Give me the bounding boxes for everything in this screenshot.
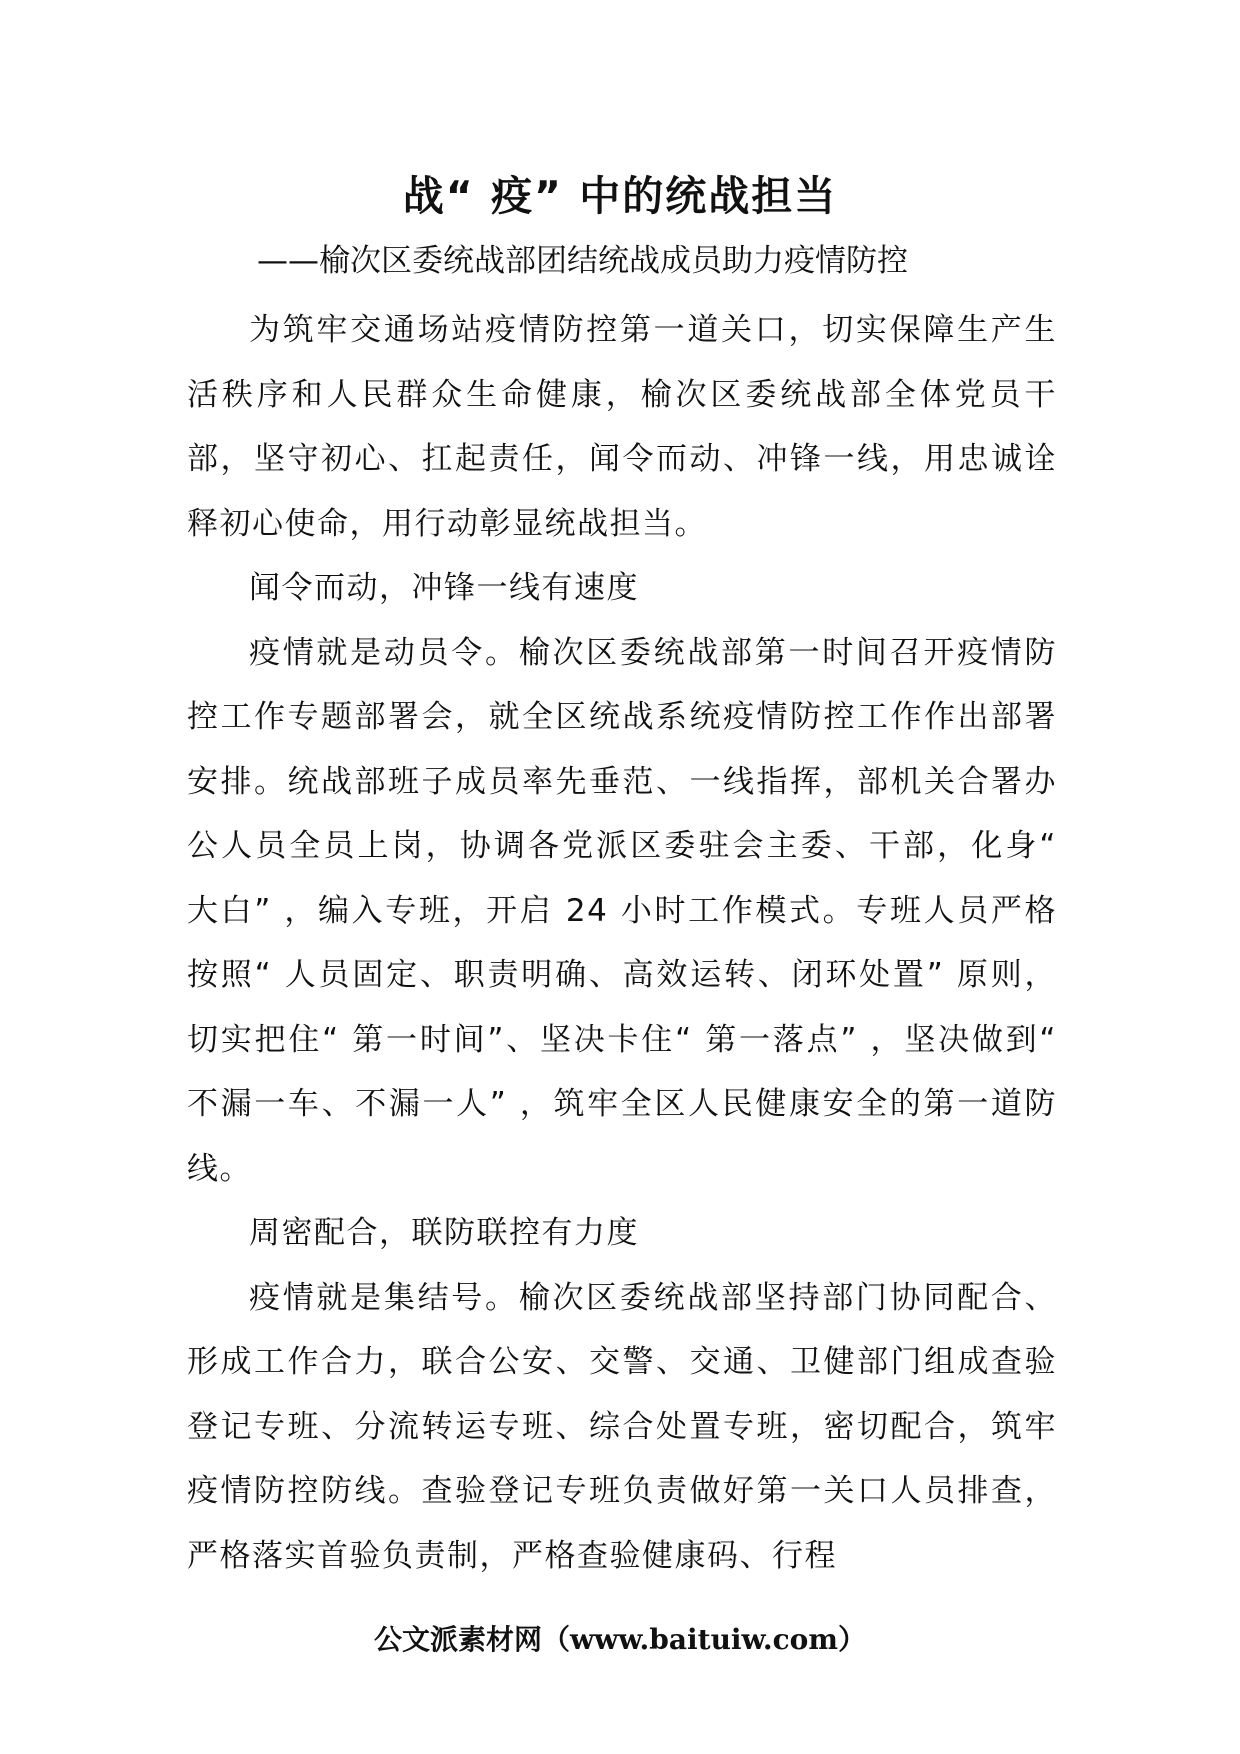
intro-paragraph: 为筑牢交通场站疫情防控第一道关口，切实保障生产生活秩序和人民群众生命健康，榆次区委统战部全体党员干部，坚守初心、扛起责任，闻令而动、冲锋一线，用忠诚诠释初心使命，用行动彰显统战担当。: [187, 312, 1057, 542]
section-heading-strength: 周密配合，联防联控有力度: [249, 1215, 639, 1251]
section-paragraph-strength: 疫情就是集结号。榆次区委统战部坚持部门协同配合、形成工作合力，联合公安、交警、交通、卫健部门组成查验登记专班、分流转运专班、综合处置专班，密切配合，筑牢疫情防控防线。查验登记专班负责做好第一关口人员排查，严格落实首验负责制，严格查验健康码、行程: [187, 1279, 1057, 1574]
section-paragraph-speed: 疫情就是动员令。榆次区委统战部第一时间召开疫情防控工作专题部署会，就全区统战系统疫情防控工作作出部署安排。统战部班子成员率先垂范、一线指挥，部机关合署办公人员全员上岗，协调各党派区委驻会主委、干部，化身“ 大白” ，编入专班，开启 24 小时工作模式。专班人员严格按照“ 人员固定、职责明确、高效运转、闭环处置” 原则，切实把住“ 第一时间”、坚决卡住“ 第一落点” ，坚决做到“ 不漏一车、不漏一人” ，筑牢全区人民健康安全的第一道防线。: [187, 634, 1057, 1187]
document-title: 战“ 疫” 中的统战担当: [402, 172, 838, 220]
page-footer-watermark: 公文派素材网（www.baituiw.com）: [374, 1623, 866, 1656]
section-heading-speed: 闻令而动，冲锋一线有速度: [249, 570, 639, 606]
document-body: [187, 298, 1057, 1588]
document-subtitle: ——榆次区委统战部团结统战成员助力疫情防控: [257, 243, 908, 279]
